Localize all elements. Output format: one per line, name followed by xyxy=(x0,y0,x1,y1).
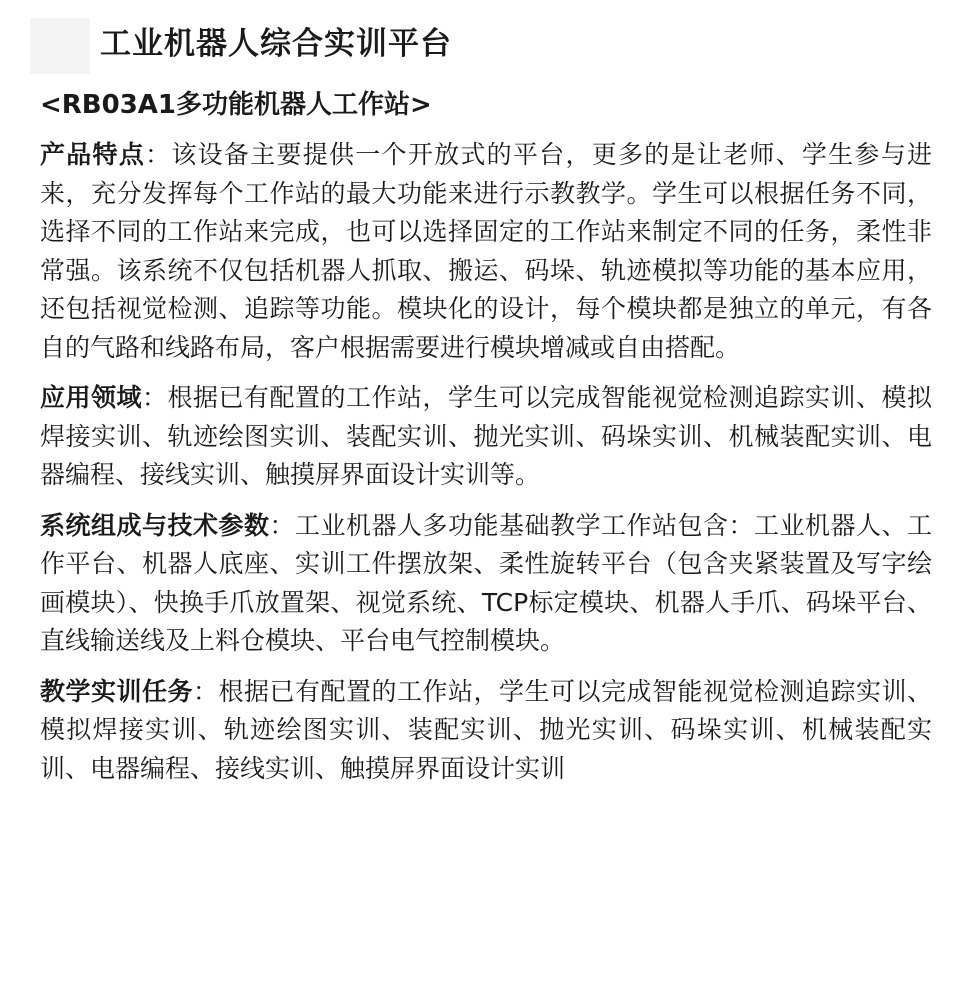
content-body xyxy=(40,136,932,800)
section-product-features xyxy=(40,136,932,367)
section-label: 教学实训任务 xyxy=(40,676,193,706)
section-system-composition xyxy=(40,507,932,661)
section-separator: ： xyxy=(145,140,172,169)
section-text: 根据已有配置的工作站，学生可以完成智能视觉检测追踪实训、模拟焊接实训、轨迹绘图实训、装配实训、抛光实训、码垛实训、机械装配实训、电器编程、接线实训、触摸屏界面设计实训 xyxy=(40,676,932,783)
product-model-subtitle: <RB03A1多功能机器人工作站> xyxy=(40,90,432,120)
section-separator: ： xyxy=(193,676,219,706)
section-label: 产品特点 xyxy=(40,140,146,169)
section-separator: ： xyxy=(269,510,295,540)
page-title: 工业机器人综合实训平台 xyxy=(100,26,452,62)
section-application-fields xyxy=(40,379,932,495)
section-training-tasks xyxy=(40,673,932,789)
title-logo-placeholder xyxy=(30,18,90,74)
section-label: 应用领域 xyxy=(40,383,142,412)
section-label: 系统组成与技术参数 xyxy=(40,510,270,540)
section-separator: ： xyxy=(142,383,168,412)
section-text: 工业机器人多功能基础教学工作站包含：工业机器人、工作平台、机器人底座、实训工件摆放架、柔性旋转平台（包含夹紧装置及写字绘画模块）、快换手爪放置架、视觉系统、TCP标定模块、机器人手爪、码垛平台、直线输送线及上料仓模块、平台电气控制模块。 xyxy=(40,510,932,655)
section-text: 该设备主要提供一个开放式的平台，更多的是让老师、学生参与进来，充分发挥每个工作站的最大功能来进行示教教学。学生可以根据任务不同，选择不同的工作站来完成，也可以选择固定的工作站来制定不同的任务，柔性非常强。该系统不仅包括机器人抓取、搬运、码垛、轨迹模拟等功能的基本应用，还包括视觉检测、追踪等功能。模块化的设计，每个模块都是独立的单元，有各自的气路和线路布局，客户根据需要进行模块增减或自由搭配。 xyxy=(40,140,932,362)
section-text: 根据已有配置的工作站，学生可以完成智能视觉检测追踪实训、模拟焊接实训、轨迹绘图实训、装配实训、抛光实训、码垛实训、机械装配实训、电器编程、接线实训、触摸屏界面设计实训等。 xyxy=(40,383,932,489)
